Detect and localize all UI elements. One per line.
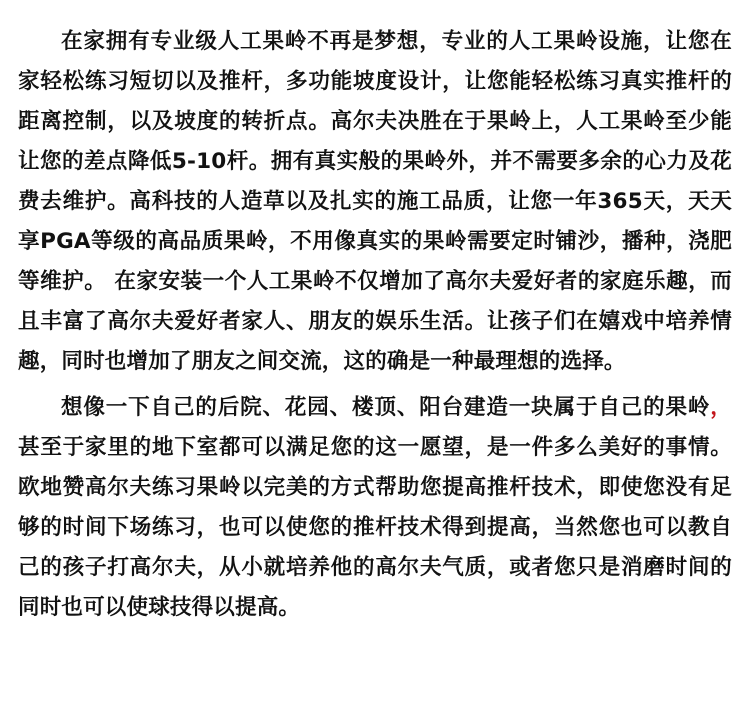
document-body bbox=[18, 22, 732, 628]
paragraph-2-red-comma: ， bbox=[710, 395, 732, 420]
paragraph-1 bbox=[18, 22, 732, 382]
paragraph-2-text-part2: 甚至于家里的地下室都可以满足您的这一愿望，是一件多么美好的事情。欧地赞高尔夫练习果岭以完美的方式帮助您提高推杆技术，即使您没有足够的时间下场练习，也可以使您的推杆技术得到提高，当然您也可以教自己的孩子打高尔夫，从小就培养他的高尔夫气质，或者您只是消磨时间的同时也可以使球技得以提高。 bbox=[18, 435, 732, 620]
paragraph-1-text: 在家拥有专业级人工果岭不再是梦想，专业的人工果岭设施，让您在家轻松练习短切以及推杆，多功能坡度设计，让您能轻松练习真实推杆的距离控制，以及坡度的转折点。高尔夫决胜在于果岭上，人工果岭至少能让您的差点降低5-10杆。拥有真实般的果岭外，并不需要多余的心力及花费去维护。高科技的人造草以及扎实的施工品质，让您一年365天，天天享PGA等级的高品质果岭，不用像真实的果岭需要定时铺沙，播种，浇肥等维护。 在家安装一个人工果岭不仅增加了高尔夫爱好者的家庭乐趣，而且丰富了高尔夫爱好者家人、朋友的娱乐生活。让孩子们在嬉戏中培养情趣，同时也增加了朋友之间交流，这的确是一种最理想的选择。 bbox=[18, 29, 732, 374]
paragraph-2 bbox=[18, 388, 732, 628]
paragraph-2-text-part1: 想像一下自己的后院、花园、楼顶、阳台建造一块属于自己的果岭 bbox=[61, 395, 711, 420]
